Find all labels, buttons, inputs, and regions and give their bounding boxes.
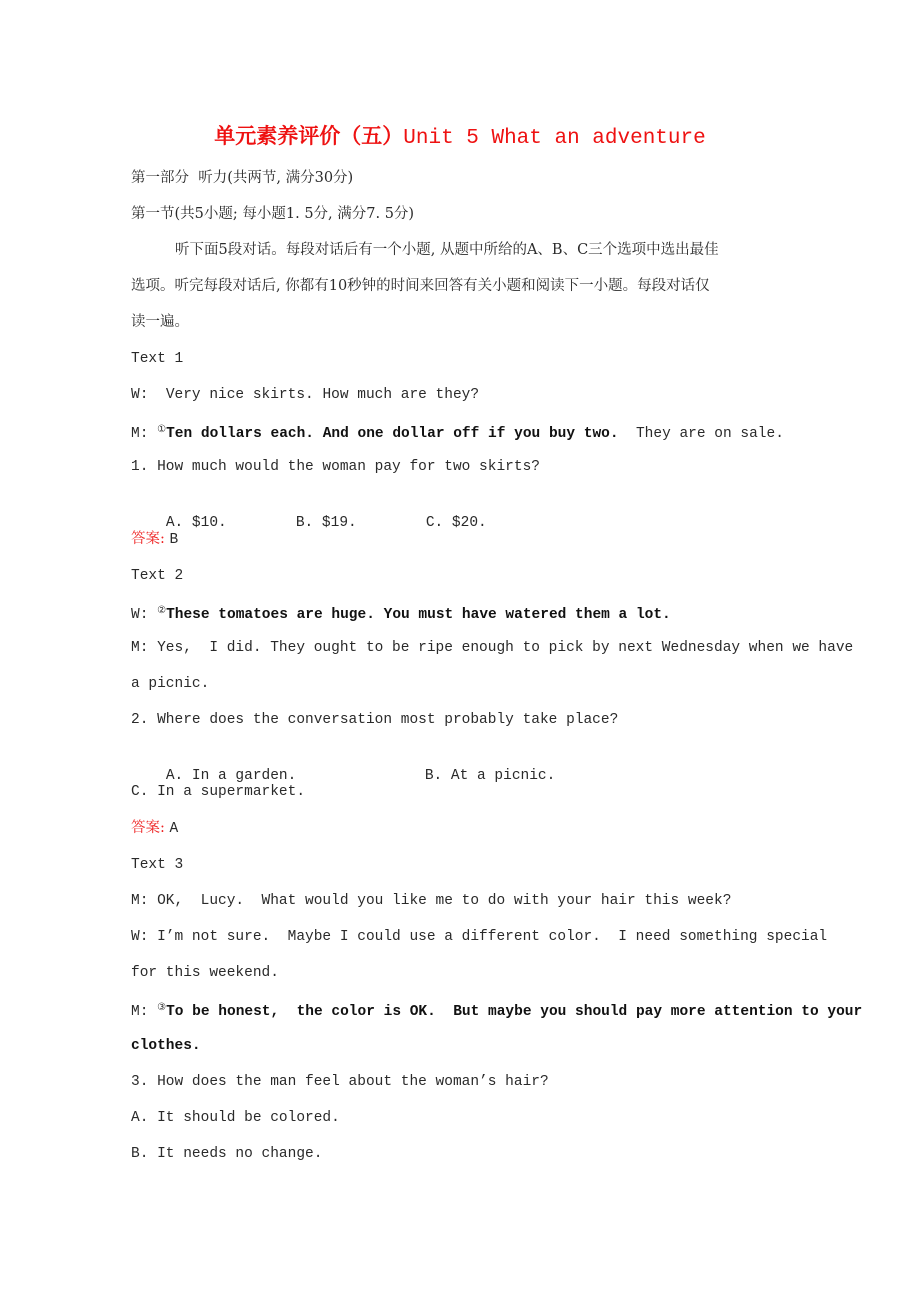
section-heading: 第一节(共5小题; 每小题1. 5分, 满分7. 5分)	[131, 206, 415, 222]
circled-number-marker: ③	[157, 1003, 167, 1014]
circled-number-marker: ②	[157, 606, 167, 617]
speaker: W:	[131, 607, 158, 623]
circled-number-marker: ①	[157, 425, 167, 436]
text-2-label: Text 2	[131, 568, 184, 584]
instructions-line-3: 读一遍。	[131, 314, 189, 330]
text-3-dialogue-2-cont: for this weekend.	[131, 965, 279, 981]
speaker: W:	[131, 929, 158, 945]
question-1: 1. How much would the woman pay for two skirts?	[131, 459, 540, 475]
text-3-dialogue-2	[131, 927, 827, 947]
dialogue-text: I’m not sure. Maybe I could use a different color. I need something special	[157, 929, 828, 945]
option-c: C. $20.	[425, 515, 487, 531]
text-3-dialogue-1	[131, 891, 731, 911]
instructions-line-2: 选项。听完每段对话后, 你都有10秒钟的时间来回答有关小题和阅读下一小题。每段对话仅	[131, 278, 710, 294]
speaker: M:	[131, 426, 158, 442]
text-2-dialogue-2	[131, 638, 853, 658]
question-1-options	[131, 493, 487, 553]
answer-1	[131, 529, 178, 550]
answer-value: B	[169, 532, 179, 548]
question-2-option-c: C. In a supermarket.	[131, 784, 306, 800]
title-chinese: 单元素养评价（五）	[214, 124, 404, 148]
text-2-dialogue-2-cont: a picnic.	[131, 676, 210, 692]
text-1-dialogue-1	[131, 385, 479, 405]
speaker: M:	[131, 893, 158, 909]
text-1-label: Text 1	[131, 351, 184, 367]
answer-label: 答案:	[131, 531, 170, 547]
question-2: 2. Where does the conversation most probably take place?	[131, 712, 619, 728]
option-b: B. At a picnic.	[424, 768, 556, 784]
text-3-label: Text 3	[131, 857, 184, 873]
instructions-line-1: 听下面5段对话。每段对话后有一个小题, 从题中所给的A、B、C三个选项中选出最佳	[175, 242, 719, 258]
option-a: A. In a garden.	[165, 768, 297, 784]
speaker: M:	[131, 1004, 158, 1020]
speaker: M:	[131, 640, 158, 656]
text-3-dialogue-3	[131, 999, 862, 1022]
answer-2	[131, 818, 178, 839]
text-3-dialogue-3-cont: clothes.	[131, 1038, 201, 1054]
part-heading: 第一部分 听力(共两节, 满分30分)	[131, 170, 354, 186]
document-title	[0, 121, 920, 154]
speaker: W:	[131, 387, 166, 403]
key-sentence: To be honest, the color is OK. But maybe you should pay more attention to your	[166, 1004, 863, 1020]
dialogue-text: Very nice skirts. How much are they?	[165, 387, 480, 403]
question-3: 3. How does the man feel about the woman’s hair?	[131, 1074, 549, 1090]
answer-label: 答案:	[131, 820, 170, 836]
key-sentence: These tomatoes are huge. You must have watered them a lot.	[166, 607, 671, 623]
question-3-option-a: A. It should be colored.	[131, 1110, 340, 1126]
dialogue-text: OK, Lucy. What would you like me to do with your hair this week?	[157, 893, 732, 909]
dialogue-text: Yes, I did. They ought to be ripe enough to pick by next Wednesday when we have	[157, 640, 854, 656]
option-a: A. $10.	[165, 515, 227, 531]
answer-value: A	[169, 821, 179, 837]
dialogue-text: They are on sale.	[618, 426, 784, 442]
text-1-dialogue-2	[131, 421, 784, 444]
title-english: Unit 5 What an adventure	[403, 127, 706, 150]
question-3-option-b: B. It needs no change.	[131, 1146, 323, 1162]
key-sentence: Ten dollars each. And one dollar off if you buy two.	[166, 426, 619, 442]
option-b: B. $19.	[295, 515, 357, 531]
text-2-dialogue-1	[131, 602, 671, 625]
